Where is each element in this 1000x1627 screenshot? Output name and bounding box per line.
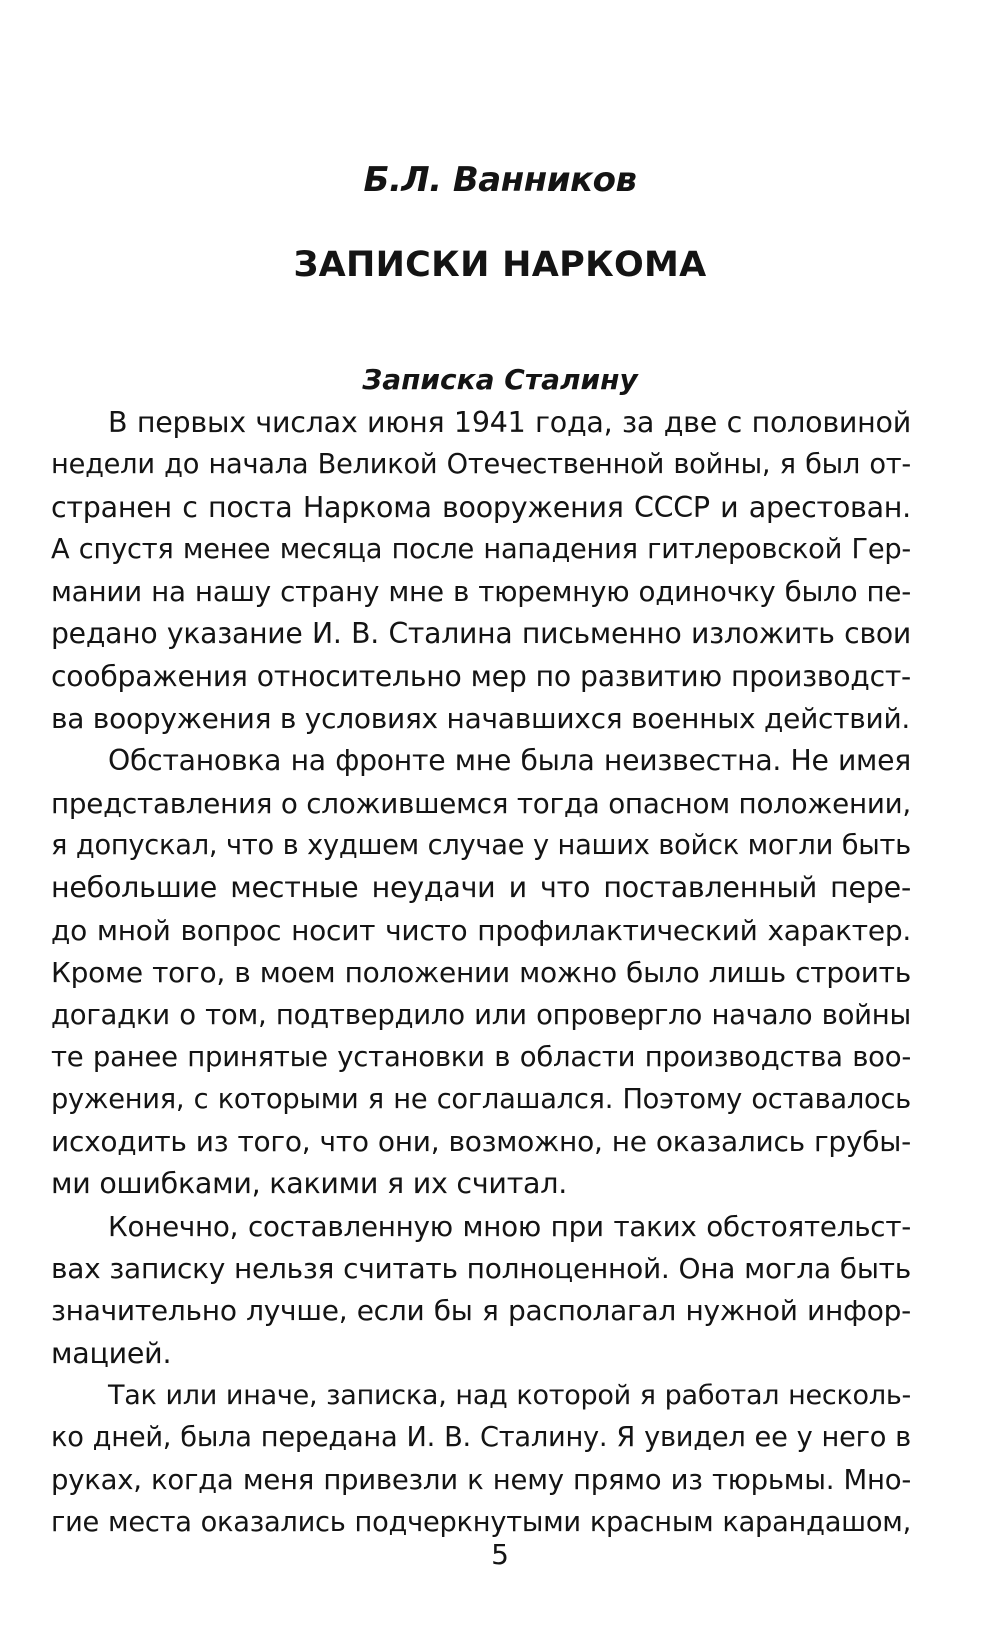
text-line: те ранее принятые установки в области производства воо- xyxy=(51,1041,911,1074)
text-line: Так или иначе, записка, над которой я работал несколь- xyxy=(108,1379,911,1411)
text-line: руках, когда меня привезли к нему прямо из тюрьмы. Мно- xyxy=(51,1464,911,1497)
text-line: вах записку нельзя считать полноценной. Она могла быть xyxy=(51,1251,911,1285)
text-line: мании на нашу страну мне в тюремную одиночку было пе- xyxy=(51,575,911,609)
text-line: В первых числах июня 1941 года, за две с половиной xyxy=(108,406,911,439)
text-line: я допускал, что в худшем случае у наших войск могли быть xyxy=(51,829,911,861)
text-line: Конечно, составленную мною при таких обстоятельст- xyxy=(108,1209,911,1243)
text-line: А спустя менее месяца после нападения гитлеровской Гер- xyxy=(51,533,911,565)
author-name: Б.Л. Ванников xyxy=(363,160,637,200)
text-line: недели до начала Великой Отечественной войны, я был от- xyxy=(51,449,911,481)
text-line: до мной вопрос носит чисто профилактический характер. xyxy=(51,913,911,947)
text-line: значительно лучше, если бы я располагал нужной инфор- xyxy=(51,1294,911,1328)
text-line: редано указание И. В. Сталина письменно изложить свои xyxy=(51,617,911,651)
text-line: ко дней, была передана И. В. Сталину. Я увидел ее у него в xyxy=(51,1422,911,1454)
text-line: ружения, с которыми я не соглашался. Поэтому оставалось xyxy=(51,1083,911,1115)
text-line: ми ошибками, какими я их считал. xyxy=(51,1167,568,1201)
text-line: небольшие местные неудачи и что поставленный пере- xyxy=(51,871,911,905)
text-line: догадки о том, подтвердило или опровергло начало войны xyxy=(51,999,911,1032)
text-line: исходить из того, что они, возможно, не оказались грубы- xyxy=(51,1125,911,1159)
text-line: представления о сложившемся тогда опасном положении, xyxy=(51,786,911,820)
text-line: ва вооружения в условиях начавшихся военных действий. xyxy=(51,702,911,736)
section-title: Записка Сталину xyxy=(362,363,638,396)
text-line: мацией. xyxy=(51,1336,172,1370)
book-title: ЗАПИСКИ НАРКОМА xyxy=(293,245,707,285)
page-number: 5 xyxy=(491,1538,509,1571)
text-line: Кроме того, в моем положении можно было лишь строить xyxy=(51,955,911,989)
text-line: Обстановка на фронте мне была неизвестна. Не имея xyxy=(108,744,911,778)
text-line: соображения относительно мер по развитию производст- xyxy=(51,659,911,693)
body-text xyxy=(51,402,911,1544)
text-line: гие места оказались подчеркнутыми красным карандашом, xyxy=(51,1506,911,1538)
text-line: странен с поста Наркома вооружения СССР и арестован. xyxy=(51,490,911,524)
